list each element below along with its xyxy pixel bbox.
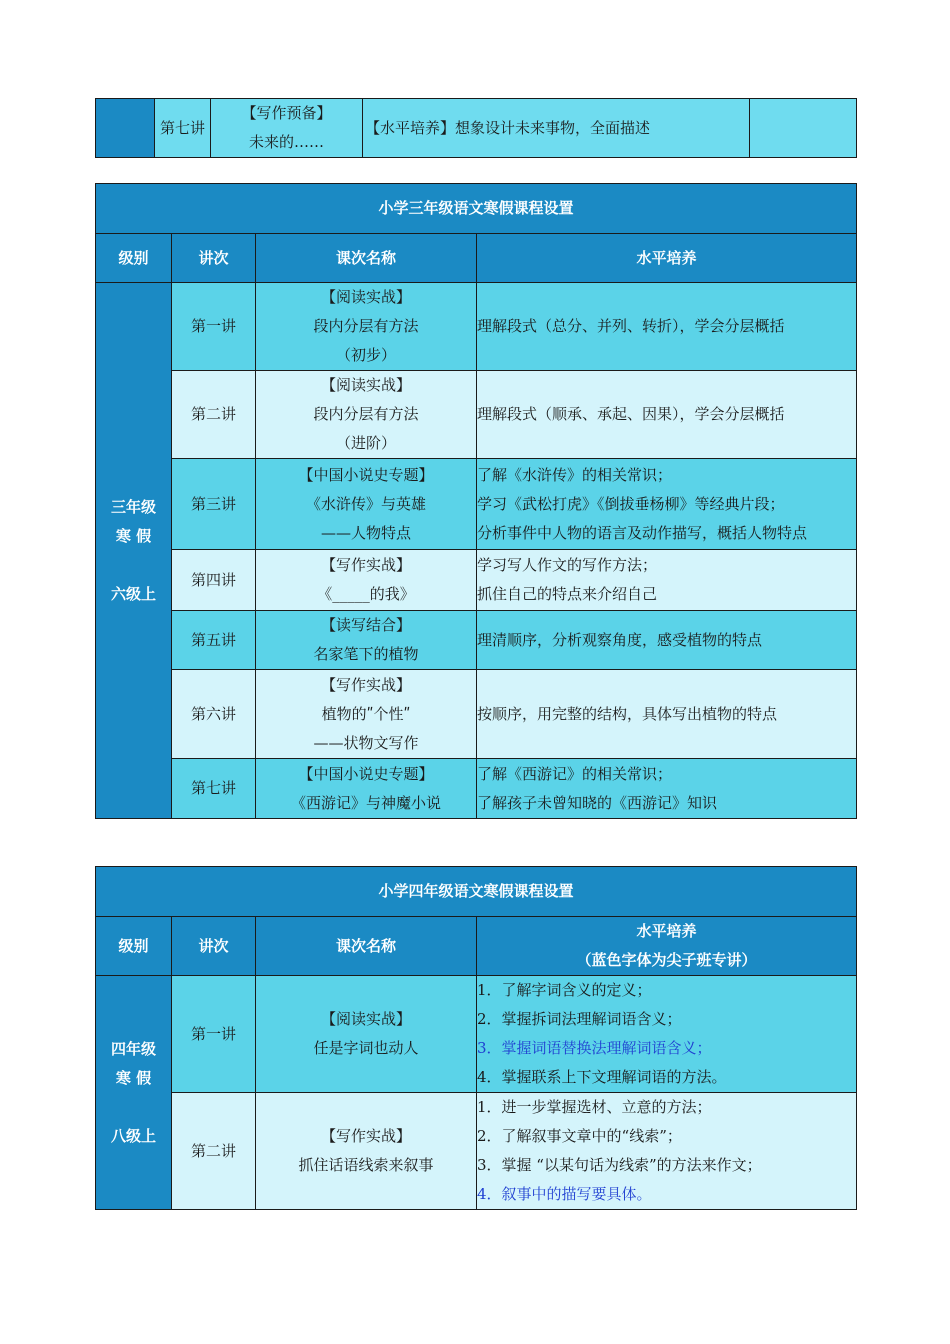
lesson-cell: 第三讲 bbox=[172, 459, 256, 550]
training-cell bbox=[477, 550, 857, 611]
training-line: 按顺序，用完整的结构，具体写出植物的特点 bbox=[477, 704, 778, 723]
grade3-course-table bbox=[95, 183, 857, 819]
header-course: 课次名称 bbox=[256, 917, 477, 976]
training-cell bbox=[477, 670, 857, 759]
course-cell bbox=[211, 99, 363, 158]
course-line: 未来的…… bbox=[248, 133, 324, 151]
course-line: 【写作预备】 bbox=[241, 104, 332, 122]
course-line: 段内分层有方法 bbox=[313, 317, 419, 335]
training-cell bbox=[477, 1093, 857, 1210]
course-line: 【中国小说史专题】 bbox=[298, 764, 434, 783]
training-line: 2．掌握拆词法理解词语含义； bbox=[477, 1010, 682, 1028]
header-training bbox=[477, 917, 857, 976]
header-level: 级别 bbox=[96, 917, 172, 976]
lesson-cell: 第二讲 bbox=[172, 371, 256, 459]
training-line: 理解段式（总分、并列、转折），学会分层概括 bbox=[477, 317, 785, 335]
lesson-cell: 第一讲 bbox=[172, 976, 256, 1093]
training-cell bbox=[477, 283, 857, 371]
level-grade: 四年级 bbox=[110, 1039, 156, 1058]
training-line: 理清顺序，分析观察角度，感受植物的特点 bbox=[477, 630, 763, 649]
course-cell bbox=[256, 550, 477, 611]
training-line: 了解《西游记》的相关常识； bbox=[477, 764, 673, 783]
course-cell bbox=[256, 283, 477, 371]
course-line: 抓住话语线索来叙事 bbox=[298, 1156, 434, 1174]
training-line: 理解段式（顺承、承起、因果），学会分层概括 bbox=[477, 405, 785, 423]
course-cell bbox=[256, 1093, 477, 1210]
course-line: 【写作实战】 bbox=[320, 556, 411, 574]
training-line: 1．了解字词含义的定义； bbox=[477, 981, 652, 999]
training-line: 了解《水浒传》的相关常识； bbox=[477, 465, 673, 484]
header-lesson: 讲次 bbox=[172, 917, 256, 976]
training-line: 分析事件中人物的语言及动作描写，概括人物特点 bbox=[477, 523, 808, 542]
course-line: 植物的ʺ个性ʺ bbox=[321, 704, 411, 723]
training-line: 4．掌握联系上下文理解词语的方法。 bbox=[477, 1068, 727, 1086]
top-fragment-table bbox=[95, 98, 857, 158]
course-line: 《西游记》与神魔小说 bbox=[290, 793, 441, 812]
level-rank: 六级上 bbox=[110, 584, 156, 603]
lesson-cell: 第二讲 bbox=[172, 1093, 256, 1210]
course-cell bbox=[256, 611, 477, 670]
training-line: 了解孩子未曾知晓的《西游记》知识 bbox=[477, 793, 718, 812]
header-training-note: （蓝色字体为尖子班专讲） bbox=[576, 951, 757, 969]
empty-cell bbox=[750, 99, 857, 158]
lesson-cell: 第四讲 bbox=[172, 550, 256, 611]
lesson-cell: 第七讲 bbox=[172, 759, 256, 819]
table-title: 小学三年级语文寒假课程设置 bbox=[96, 184, 857, 234]
course-cell bbox=[256, 759, 477, 819]
header-lesson: 讲次 bbox=[172, 234, 256, 283]
course-cell bbox=[256, 371, 477, 459]
course-line: ——状物文写作 bbox=[313, 733, 419, 752]
lesson-cell: 第七讲 bbox=[155, 99, 211, 158]
training-line-advanced: 4．叙事中的描写要具体。 bbox=[477, 1185, 652, 1203]
course-line: 【读写结合】 bbox=[320, 616, 411, 634]
header-course: 课次名称 bbox=[256, 234, 477, 283]
course-line: 【写作实战】 bbox=[320, 1127, 411, 1145]
course-line: 段内分层有方法 bbox=[313, 405, 419, 423]
course-line: （初步） bbox=[335, 346, 396, 364]
training-line: 1．进一步掌握选材、立意的方法； bbox=[477, 1098, 712, 1116]
course-line: ——人物特点 bbox=[320, 523, 411, 542]
training-line-advanced: 3．掌握词语替换法理解词语含义； bbox=[477, 1039, 712, 1057]
course-line: 【阅读实战】 bbox=[320, 288, 411, 306]
level-term: 寒 假 bbox=[115, 526, 152, 545]
course-line: 【写作实战】 bbox=[320, 675, 411, 694]
grade4-course-table bbox=[95, 866, 857, 1210]
course-line: 《_____的我》 bbox=[317, 585, 415, 603]
training-cell bbox=[477, 459, 857, 550]
course-line: 名家笔下的植物 bbox=[313, 645, 419, 663]
course-cell bbox=[256, 670, 477, 759]
course-line: 【中国小说史专题】 bbox=[298, 465, 434, 484]
level-grade: 三年级 bbox=[110, 497, 156, 516]
training-cell: 【水平培养】想象设计未来事物，全面描述 bbox=[363, 99, 750, 158]
level-term: 寒 假 bbox=[115, 1068, 152, 1087]
training-cell bbox=[477, 611, 857, 670]
header-level: 级别 bbox=[96, 234, 172, 283]
course-cell bbox=[256, 976, 477, 1093]
training-line: 抓住自己的特点来介绍自己 bbox=[477, 585, 658, 603]
course-cell bbox=[256, 459, 477, 550]
lesson-cell: 第五讲 bbox=[172, 611, 256, 670]
level-cell bbox=[96, 99, 155, 158]
course-line: 《水浒传》与英雄 bbox=[305, 494, 426, 513]
level-rank: 八级上 bbox=[110, 1126, 156, 1145]
table-title: 小学四年级语文寒假课程设置 bbox=[96, 867, 857, 917]
lesson-cell: 第一讲 bbox=[172, 283, 256, 371]
training-line: 学习《武松打虎》《倒拔垂杨柳》等经典片段； bbox=[477, 494, 785, 513]
lesson-cell: 第六讲 bbox=[172, 670, 256, 759]
training-line: 学习写人作文的写作方法； bbox=[477, 556, 658, 574]
course-line: （进阶） bbox=[335, 434, 396, 452]
course-line: 任是字词也动人 bbox=[313, 1039, 419, 1057]
training-cell bbox=[477, 976, 857, 1093]
training-line: 2．了解叙事文章中的“线索”； bbox=[477, 1127, 682, 1145]
level-cell bbox=[96, 283, 172, 819]
course-line: 【阅读实战】 bbox=[320, 1010, 411, 1028]
header-training: 水平培养 bbox=[477, 234, 857, 283]
training-cell bbox=[477, 371, 857, 459]
training-cell bbox=[477, 759, 857, 819]
training-line: 3．掌握 “以某句话为线索”的方法来作文； bbox=[477, 1156, 762, 1174]
level-cell bbox=[96, 976, 172, 1210]
course-line: 【阅读实战】 bbox=[320, 376, 411, 394]
header-training-title: 水平培养 bbox=[636, 922, 697, 940]
